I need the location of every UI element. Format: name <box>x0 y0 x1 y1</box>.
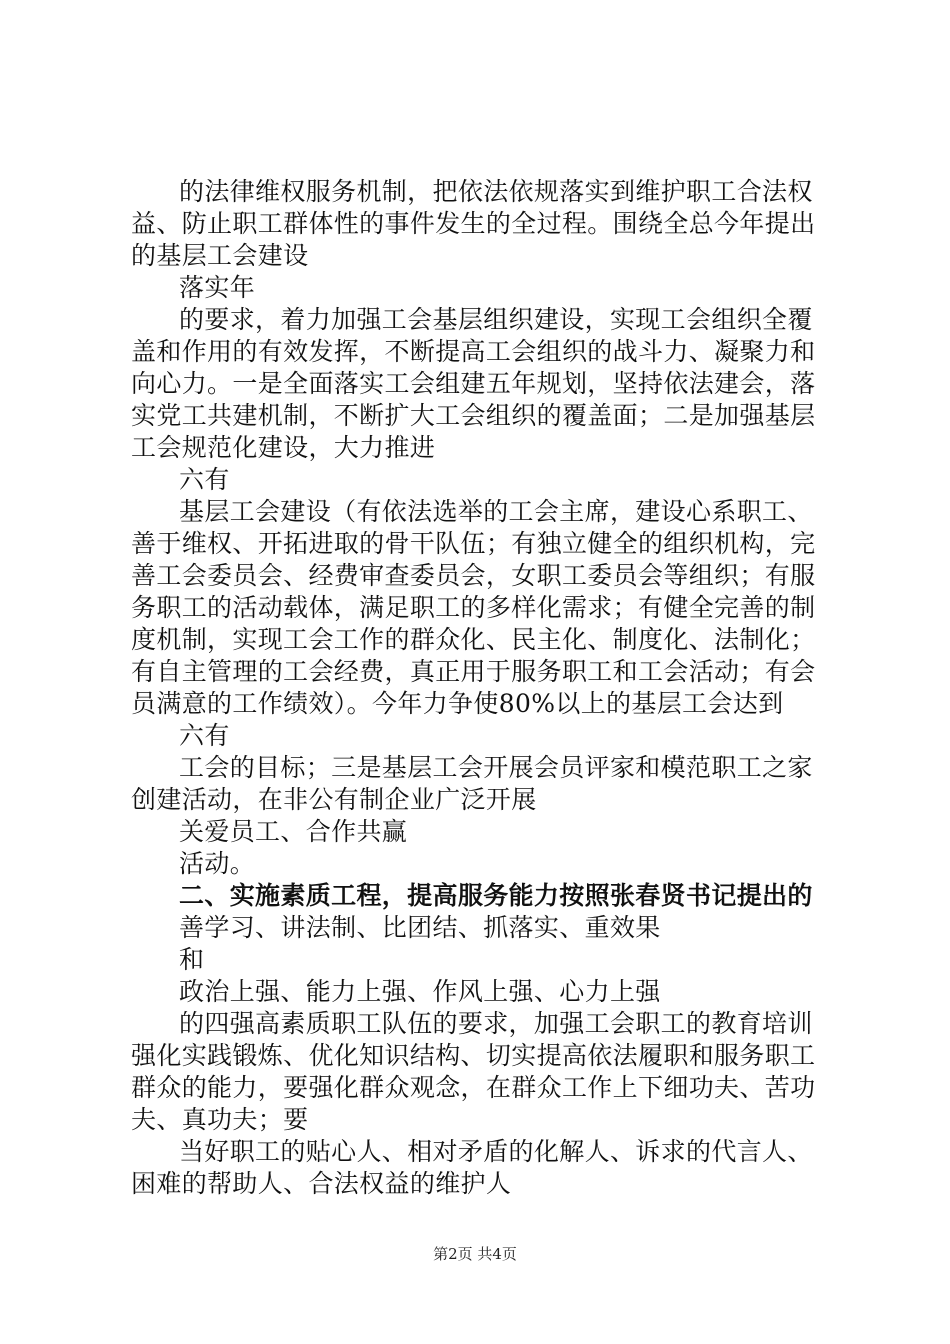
text-line: 善于维权、开拓进取的骨干队伍；有独立健全的组织机构，完 <box>131 529 816 558</box>
text-line: 政治上强、能力上强、作风上强、心力上强 <box>179 977 661 1006</box>
text-line: 的基层工会建设 <box>131 241 309 270</box>
text-line: 员满意的工作绩效）。今年力争使80%以上的基层工会达到 <box>131 689 784 718</box>
text-line: 工会的目标；三是基层工会开展会员评家和模范职工之家 <box>179 753 813 782</box>
text-line: 的四强高素质职工队伍的要求，加强工会职工的教育培训 <box>179 1009 813 1038</box>
text-line: 困难的帮助人、合法权益的维护人 <box>131 1169 512 1198</box>
text-line: 度机制，实现工会工作的群众化、民主化、制度化、法制化； <box>131 625 816 654</box>
text-line: 强化实践锻炼、优化知识结构、切实提高依法履职和服务职工 <box>131 1041 816 1070</box>
text-line: 活动。 <box>179 849 256 878</box>
text-line: 益、防止职工群体性的事件发生的全过程。围绕全总今年提出 <box>131 209 816 238</box>
text-line: 实党工共建机制，不断扩大工会组织的覆盖面；二是加强基层 <box>131 401 816 430</box>
text-line: 当好职工的贴心人、相对矛盾的化解人、诉求的代言人、 <box>179 1137 813 1166</box>
text-line: 有自主管理的工会经费，真正用于服务职工和工会活动；有会 <box>131 657 816 686</box>
text-line: 向心力。一是全面落实工会组建五年规划，坚持依法建会，落 <box>131 369 816 398</box>
text-line: 群众的能力，要强化群众观念，在群众工作上下细功夫、苦功 <box>131 1073 816 1102</box>
text-line: 夫、真功夫；要 <box>131 1105 309 1134</box>
text-line: 善学习、讲法制、比团结、抓落实、重效果 <box>179 913 661 942</box>
text-line: 工会规范化建设，大力推进 <box>131 433 436 462</box>
text-line: 善工会委员会、经费审查委员会，女职工委员会等组织；有服 <box>131 561 816 590</box>
text-line: 关爱员工、合作共赢 <box>179 817 408 846</box>
text-line: 和 <box>179 945 205 974</box>
text-line: 六有 <box>179 721 230 750</box>
text-line: 基层工会建设（有依法选举的工会主席，建设心系职工、 <box>179 497 813 526</box>
text-line: 落实年 <box>179 273 256 302</box>
text-line: 六有 <box>179 465 230 494</box>
page-number-footer: 第2页 共4页 <box>433 1245 517 1263</box>
text-line: 创建活动，在非公有制企业广泛开展 <box>131 785 537 814</box>
section-heading: 二、实施素质工程，提高服务能力按照张春贤书记提出的 <box>179 881 813 910</box>
text-line: 盖和作用的有效发挥，不断提高工会组织的战斗力、凝聚力和 <box>131 337 816 366</box>
document-body <box>131 176 831 1200</box>
text-line: 务职工的活动载体，满足职工的多样化需求；有健全完善的制 <box>131 593 816 622</box>
text-line: 的法律维权服务机制，把依法依规落实到维护职工合法权 <box>179 177 813 206</box>
text-line: 的要求，着力加强工会基层组织建设，实现工会组织全覆 <box>179 305 813 334</box>
